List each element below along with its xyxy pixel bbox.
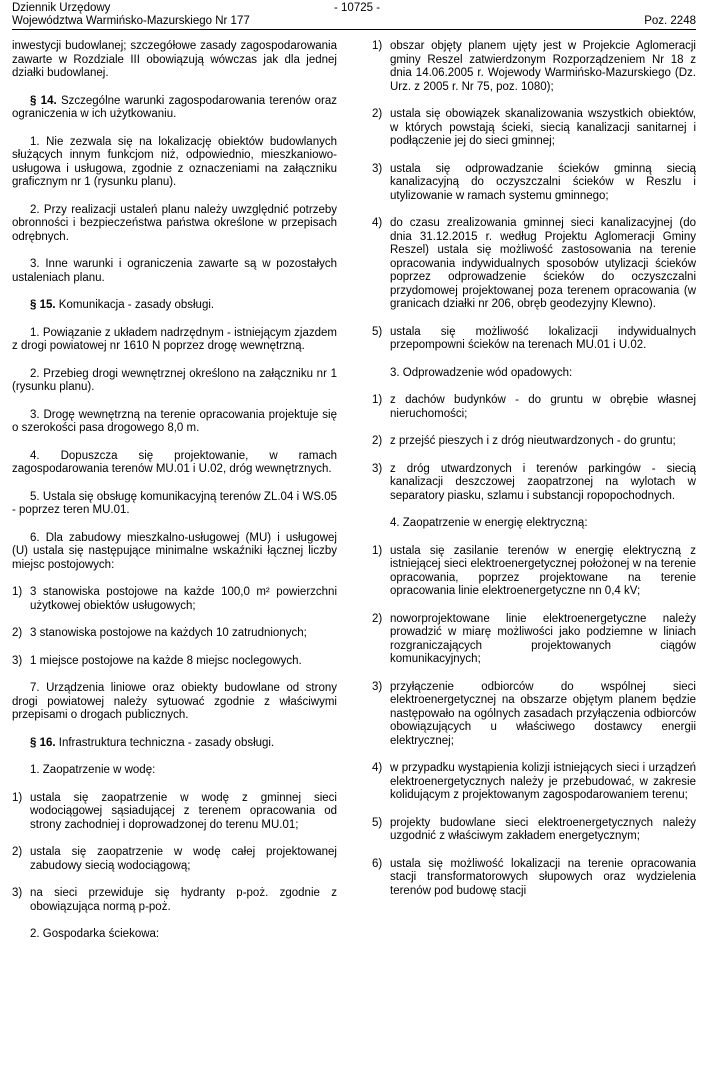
paragraph: inwestycji budowlanej; szczegółowe zasady zagospodarowania zawarte w Rozdziale III obowiązują wówczas jak dla jednej działki budowlanej. (12, 40, 337, 79)
section-16-heading (12, 737, 337, 751)
list-item: 3) ustala się odprowadzanie ścieków gminną siecią kanalizacyjną do oczyszczalni ścieków w Reszlu i utylizowanie w ramach systemu gminnego; (372, 162, 696, 202)
list-item: 1) ustala się zasilanie terenów w energię elektryczną z istniejącej sieci elektroenergetycznej położonej w na terenie opracowania, poprzez projektowane na terenie opracowania linie elektroenergetyczne nn 0,4 kV; (372, 544, 696, 597)
paragraph: 5. Ustala się obsługę komunikacyjną terenów ZL.04 i WS.05 - poprzez teren MU.01. (12, 490, 337, 516)
position-number: Poz. 2248 (644, 15, 696, 27)
list-item: 2) 3 stanowiska postojowe na każdych 10 zatrudnionych; (12, 627, 307, 639)
list-item: 5) projekty budowlane sieci elektroenergetycznych należy uzgodnić z właściwym zakładem energetycznym; (372, 816, 696, 842)
section-title: Szczególne warunki zagospodarowania terenów oraz ograniczenia w ich użytkowaniu. (12, 94, 337, 120)
section-14-heading (12, 95, 337, 122)
paragraph: 1. Powiązanie z układem nadrzędnym - istniejącym zjazdem z drogi powiatowej nr 1610 N poprzez drogę wewnętrzną. (12, 326, 337, 352)
list-item: 4) do czasu zrealizowania gminnej sieci kanalizacyjnej (do dnia 31.12.2015 r. według Projektu Aglomeracji Gminy Reszel) ustala się możliwość zastosowania na terenie opracowania indywidualnych sposobów utylizacji ścieków poprzez odprowadzenie ścieków do oczyszczalni przydomowej projektowanej poza terenem opracowania (w granicach działki nr 206, obręb geodezyjny Klewno). (372, 217, 696, 310)
paragraph: 6. Dla zabudowy mieszkalno-usługowej (MU) i usługowej (U) ustala się następujące minimalne wskaźniki łącznej liczby miejsc postojowych: (12, 531, 337, 571)
list-item: 3) 1 miejsce postojowe na każde 8 miejsc noclegowych. (12, 654, 302, 667)
list-item: 2) ustala się zaopatrzenie w wodę całej projektowanej zabudowy siecią wodociągową; (12, 846, 337, 872)
subheading: 1. Zaopatrzenie w wodę: (30, 764, 156, 776)
section-title: Komunikacja - zasady obsługi. (55, 299, 215, 311)
left-column (12, 40, 337, 956)
list-item: 3) przyłączenie odbiorców do wspólnej sieci elektroenergetycznej na obszarze objętym planem będzie następowało na ogólnych zasadach przyłączenia odbiorców obowiązujących u właściwego dostawcy energii elektrycznej; (372, 680, 696, 747)
subheading: 4. Zaopatrzenie w energię elektryczną: (390, 517, 588, 529)
list-item: 1) 3 stanowiska postojowe na każde 100,0 m² powierzchni użytkowej obiektów usługowych; (12, 586, 337, 612)
paragraph: 2. Przebieg drogi wewnętrznej określono na załączniku nr 1 (rysunku planu). (12, 367, 337, 393)
section-15-heading (12, 299, 337, 313)
paragraph: 3. Inne warunki i ograniczenia zawarte są w pozostałych ustaleniach planu. (12, 258, 337, 284)
section-number: § 16. (30, 736, 56, 749)
subheading: 3. Odprowadzenie wód opadowych: (390, 366, 573, 379)
header-rule (12, 29, 696, 30)
list-item: 1) ustala się zaopatrzenie w wodę z gminnej sieci wodociągowej sąsiadującej z terenem opracowania od strony zachodniej i doprowadzonej do terenu MU.01; (12, 791, 337, 831)
journal-issue: Województwa Warmińsko-Mazurskiego Nr 177 (12, 15, 250, 27)
section-title: Infrastruktura techniczna - zasady obsługi. (55, 736, 275, 749)
list-item: 2) ustala się obowiązek skanalizowania wszystkich obiektów, w których powstają ścieki, siecią kanalizacji sanitarnej i podłączenie jej do sieci gminnej; (372, 108, 696, 147)
subheading: 2. Gospodarka ściekowa: (30, 928, 160, 940)
list-item: 4) w przypadku wystąpienia kolizji istniejących sieci i urządzeń elektroenergetycznych należy je przebudować, w zakresie kolidującym z projektowanym zagospodarowaniem terenu; (372, 762, 696, 801)
section-number: § 14. (30, 94, 57, 107)
list-item: 3) na sieci przewiduje się hydranty p-poż. zgodnie z obowiązująca normą p-poż. (12, 887, 337, 913)
list-item: 3) z dróg utwardzonych i terenów parkingów - siecią kanalizacji deszczowej zaopatrzonej na wylotach w separatory piasku, szlamu i substancji ropopochodnych. (372, 462, 696, 502)
page-header (12, 2, 696, 30)
list-item: 2) noworprojektowane linie elektroenergetyczne należy prowadzić w miarę możliwości jako podziemne w liniach rozgraniczających projektowanych ciągów komunikacyjnych; (372, 612, 696, 665)
journal-title: Dziennik Urzędowy (12, 2, 111, 14)
paragraph: 7. Urządzenia liniowe oraz obiekty budowlane od strony drogi powiatowej należy sytuować zgodnie z właściwymi przepisami o drogach publicznych. (12, 682, 337, 721)
list-item: 5) ustala się możliwość lokalizacji indywidualnych przepompowni ścieków na terenach MU.01 i U.02. (372, 325, 696, 351)
list-item: 1) z dachów budynków - do gruntu w obrębie własnej nieruchomości; (372, 394, 696, 420)
right-column (372, 40, 696, 912)
paragraph: 4. Dopuszcza się projektowanie, w ramach zagospodarowania terenów MU.01 i U.02, dróg wewnętrznych. (12, 449, 337, 475)
list-item: 1) obszar objęty planem ujęty jest w Projekcie Aglomeracji gminy Reszel zatwierdzonym Rozporządzeniem Nr 18 z dnia 14.06.2005 r. Wojewody Warmińsko-Mazurskiego (Dz. Urz. z 2005 r. Nr 75, poz. 1080); (372, 40, 696, 93)
page-number: - 10725 - (334, 2, 381, 14)
list-item: 2) z przejść pieszych i z dróg nieutwardzonych - do gruntu; (372, 435, 676, 447)
paragraph: 3. Drogę wewnętrzną na terenie opracowania projektuje się o szerokości pasa drogowego 8,0 m. (12, 408, 337, 434)
section-number: § 15. (30, 299, 56, 311)
list-item: 6) ustala się możliwość lokalizacji na terenie opracowania stacji transformatorowych słupowych oraz wydzielenia terenów pod budowę stacji (372, 857, 696, 897)
paragraph: 1. Nie zezwala się na lokalizację obiektów budowlanych służących innym funkcjom niż, odpowiednio, mieszkaniowo-usługowa i usługowa, zgodnie z oznaczeniami na załączniku graficznym nr 1 (rysunku planu). (12, 135, 337, 188)
paragraph: 2. Przy realizacji ustaleń planu należy uwzględnić potrzeby obronności i bezpieczeństwa państwa określone w przepisach odrębnych. (12, 203, 337, 243)
